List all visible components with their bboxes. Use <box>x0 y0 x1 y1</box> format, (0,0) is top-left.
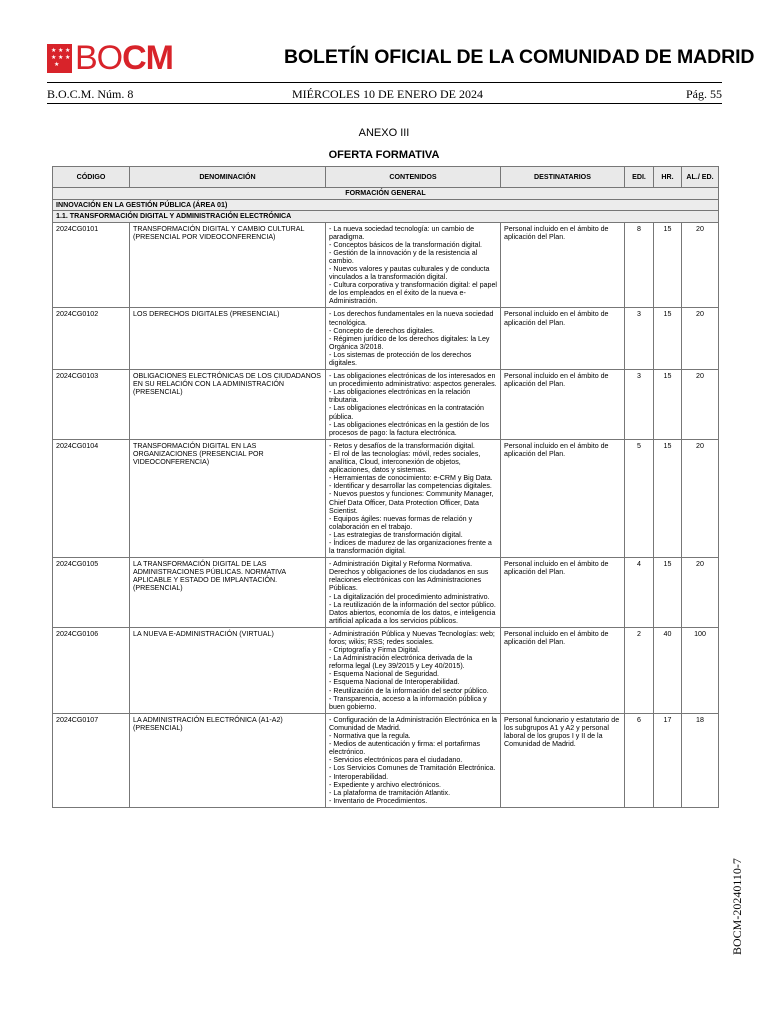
logo-wordmark: BOCM <box>75 39 174 77</box>
area-label: INNOVACIÓN EN LA GESTIÓN PÚBLICA (ÁREA 01) <box>53 199 719 211</box>
content-line: - Las obligaciones electrónicas en la contratación pública. <box>329 404 484 421</box>
content-line: - Conceptos básicos de la transformación digital. <box>329 240 482 249</box>
annex-subtitle: OFERTA FORMATIVA <box>328 149 440 161</box>
content-line: - Cultura corporativa y transformación digital: el papel de los empleados en el éxito de la nueva e-Administración. <box>329 281 497 306</box>
table-row <box>53 308 719 370</box>
course-contents <box>326 627 501 713</box>
course-code: 2024CG0102 <box>53 308 130 370</box>
document-side-code: BOCM-20240110-7 <box>730 858 744 955</box>
header-rule-bottom <box>47 103 722 104</box>
table-row <box>53 627 719 713</box>
content-line: - Inventario de Procedimientos. <box>329 796 428 805</box>
course-hours: 15 <box>654 439 682 557</box>
content-line: - El rol de las tecnologías: móvil, redes sociales, analítica, Cloud, interconexión de objetos, aplicaciones, datos y sistemas. <box>329 449 481 475</box>
content-line: - La Administración electrónica derivada de la reforma legal (Ley 39/2015 y Ley 40/2015). <box>329 654 473 671</box>
course-contents <box>326 222 501 308</box>
course-name: LOS DERECHOS DIGITALES (PRESENCIAL) <box>130 308 326 370</box>
content-line: - Equipos ágiles: nuevas formas de relación y colaboración en el trabajo. <box>329 514 473 531</box>
content-line: - Criptografía y Firma Digital. <box>329 646 420 655</box>
course-students-per-edition: 18 <box>682 713 719 807</box>
course-recipients: Personal incluido en el ámbito de aplicación del Plan. <box>501 627 625 713</box>
course-students-per-edition: 20 <box>682 370 719 440</box>
content-line: - Servicios electrónicos para el ciudadano. <box>329 756 463 765</box>
table-row <box>53 370 719 440</box>
col-header-recipients: DESTINATARIOS <box>501 167 625 188</box>
bocm-logo <box>47 39 174 77</box>
course-editions: 8 <box>625 222 654 308</box>
course-name: LA NUEVA E-ADMINISTRACIÓN (VIRTUAL) <box>130 627 326 713</box>
content-line: - Concepto de derechos digitales. <box>329 326 435 335</box>
issue-number: B.O.C.M. Núm. 8 <box>47 87 134 101</box>
content-line: - Reutilización de la información del sector público. <box>329 686 489 695</box>
content-line: - Identificar y desarrollar las competencias digitales. <box>329 482 492 491</box>
content-line: - Las obligaciones electrónicas en la gestión de los procesos de pago: la factura electrónica. <box>329 420 490 437</box>
col-header-name: DENOMINACIÓN <box>130 167 326 188</box>
content-line: - Expediente y archivo electrónicos. <box>329 780 441 789</box>
training-offer-table <box>52 166 719 808</box>
course-students-per-edition: 20 <box>682 222 719 308</box>
course-editions: 4 <box>625 558 654 628</box>
content-line: - Interoperabilidad. <box>329 772 389 781</box>
course-name: OBLIGACIONES ELECTRÓNICAS DE LOS CIUDADANOS EN SU RELACIÓN CON LA ADMINISTRACIÓN (PRESENCIAL) <box>130 370 326 440</box>
course-hours: 15 <box>654 558 682 628</box>
area-row <box>53 199 719 211</box>
course-recipients: Personal incluido en el ámbito de aplicación del Plan. <box>501 439 625 557</box>
table-row <box>53 222 719 308</box>
course-recipients: Personal funcionario y estatutario de los subgrupos A1 y A2 y personal laboral de los grupos I y II de la Comunidad de Madrid. <box>501 713 625 807</box>
course-editions: 6 <box>625 713 654 807</box>
course-code: 2024CG0104 <box>53 439 130 557</box>
course-recipients: Personal incluido en el ámbito de aplicación del Plan. <box>501 370 625 440</box>
table-row <box>53 558 719 628</box>
subarea-label: 1.1. TRANSFORMACIÓN DIGITAL Y ADMINISTRACIÓN ELECTRÓNICA <box>53 211 719 223</box>
content-line: - Los sistemas de protección de los derechos digitales. <box>329 350 472 367</box>
course-hours: 40 <box>654 627 682 713</box>
gazette-title: BOLETÍN OFICIAL DE LA COMUNIDAD DE MADRID <box>284 46 755 68</box>
course-students-per-edition: 20 <box>682 308 719 370</box>
course-contents <box>326 370 501 440</box>
col-header-al: AL./ ED. <box>682 167 719 188</box>
content-line: - Los Servicios Comunes de Tramitación Electrónica. <box>329 764 496 773</box>
madrid-flag-icon: ★ ★ ★ ★ ★ ★ ★ <box>47 44 72 73</box>
section-row <box>53 188 719 200</box>
course-contents <box>326 308 501 370</box>
content-line: - Los derechos fundamentales en la nueva sociedad tecnológica. <box>329 310 494 327</box>
course-name: TRANSFORMACIÓN DIGITAL EN LAS ORGANIZACIONES (PRESENCIAL POR VIDEOCONFERENCIA) <box>130 439 326 557</box>
col-header-hr: HR. <box>654 167 682 188</box>
course-contents <box>326 713 501 807</box>
course-code: 2024CG0101 <box>53 222 130 308</box>
course-contents <box>326 558 501 628</box>
course-recipients: Personal incluido en el ámbito de aplicación del Plan. <box>501 222 625 308</box>
content-line: - La plataforma de tramitación Atlantix. <box>329 788 451 797</box>
course-code: 2024CG0103 <box>53 370 130 440</box>
content-line: - Configuración de la Administración Electrónica en la Comunidad de Madrid. <box>329 715 497 732</box>
course-hours: 15 <box>654 308 682 370</box>
content-line: - La reutilización de la información del sector público. Datos abiertos, economía de los datos, e inteligencia artificial aplicada a los servicios públicos. <box>329 600 496 625</box>
course-contents <box>326 439 501 557</box>
course-editions: 3 <box>625 308 654 370</box>
course-name: TRANSFORMACIÓN DIGITAL Y CAMBIO CULTURAL (PRESENCIAL POR VIDEOCONFERENCIA) <box>130 222 326 308</box>
issue-date: MIÉRCOLES 10 DE ENERO DE 2024 <box>292 87 483 101</box>
table-header-row <box>53 167 719 188</box>
course-code: 2024CG0105 <box>53 558 130 628</box>
course-students-per-edition: 20 <box>682 558 719 628</box>
content-line: - Retos y desafíos de la transformación digital. <box>329 441 475 450</box>
course-editions: 2 <box>625 627 654 713</box>
content-line: - Gestión de la innovación y de la resistencia al cambio. <box>329 248 478 265</box>
content-line: - Esquema Nacional de Seguridad. <box>329 670 440 679</box>
course-recipients: Personal incluido en el ámbito de aplicación del Plan. <box>501 558 625 628</box>
course-name: LA ADMINISTRACIÓN ELECTRÓNICA (A1-A2) (PRESENCIAL) <box>130 713 326 807</box>
content-line: - La nueva sociedad tecnología: un cambio de paradigma. <box>329 224 475 241</box>
col-header-edi: EDI. <box>625 167 654 188</box>
content-line: - Transparencia, acceso a la información pública y buen gobierno. <box>329 694 487 711</box>
course-hours: 17 <box>654 713 682 807</box>
content-line: - La digitalización del procedimiento administrativo. <box>329 592 490 601</box>
course-recipients: Personal incluido en el ámbito de aplicación del Plan. <box>501 308 625 370</box>
content-line: - Medios de autenticación y firma: el portafirmas electrónico. <box>329 740 481 757</box>
content-line: - Las obligaciones electrónicas en la relación tributaria. <box>329 388 471 405</box>
col-header-code: CÓDIGO <box>53 167 130 188</box>
course-name: LA TRANSFORMACIÓN DIGITAL DE LAS ADMINISTRACIONES PÚBLICAS. NORMATIVA APLICABLE Y ESTADO DE IMPLANTACIÓN. (PRESENCIAL) <box>130 558 326 628</box>
content-line: - Nuevos puestos y funciones: Community Manager, Chief Data Officer, Data Protection Officer, Data Scientist. <box>329 490 494 515</box>
annex-title: ANEXO III <box>358 127 410 139</box>
content-line: - Las obligaciones electrónicas de los interesados en un procedimiento administrativo: aspectos generales. <box>329 372 497 389</box>
course-hours: 15 <box>654 370 682 440</box>
course-editions: 5 <box>625 439 654 557</box>
subarea-row <box>53 211 719 223</box>
content-line: - Normativa que la regula. <box>329 732 411 741</box>
content-line: - Herramientas de conocimiento: e-CRM y Big Data. <box>329 474 493 483</box>
table-row <box>53 439 719 557</box>
content-line: - Índices de madurez de las organizaciones frente a la transformación digital. <box>329 538 492 556</box>
course-code: 2024CG0106 <box>53 627 130 713</box>
course-students-per-edition: 20 <box>682 439 719 557</box>
section-label: FORMACIÓN GENERAL <box>53 188 719 200</box>
col-header-contents: CONTENIDOS <box>326 167 501 188</box>
table-row <box>53 713 719 807</box>
content-line: - Las estrategias de transformación digital. <box>329 530 463 539</box>
content-line: - Nuevos valores y pautas culturales y de conducta vinculados a la transformación digital. <box>329 264 490 282</box>
content-line: - Esquema Nacional de Interoperabilidad. <box>329 678 460 687</box>
course-editions: 3 <box>625 370 654 440</box>
page-number: Pág. 55 <box>686 87 722 101</box>
content-line: - Administración Digital y Reforma Normativa. Derechos y obligaciones de los ciudadanos en sus relaciones electrónicas con las Administraciones Públicas. <box>329 560 489 593</box>
content-line: - Administración Pública y Nuevas Tecnologías: web; foros; wikis; RSS; redes sociales. <box>329 629 495 646</box>
course-code: 2024CG0107 <box>53 713 130 807</box>
content-line: - Régimen jurídico de los derechos digitales: la Ley Orgánica 3/2018. <box>329 334 490 351</box>
header-rule-top <box>47 82 722 83</box>
course-hours: 15 <box>654 222 682 308</box>
course-students-per-edition: 100 <box>682 627 719 713</box>
